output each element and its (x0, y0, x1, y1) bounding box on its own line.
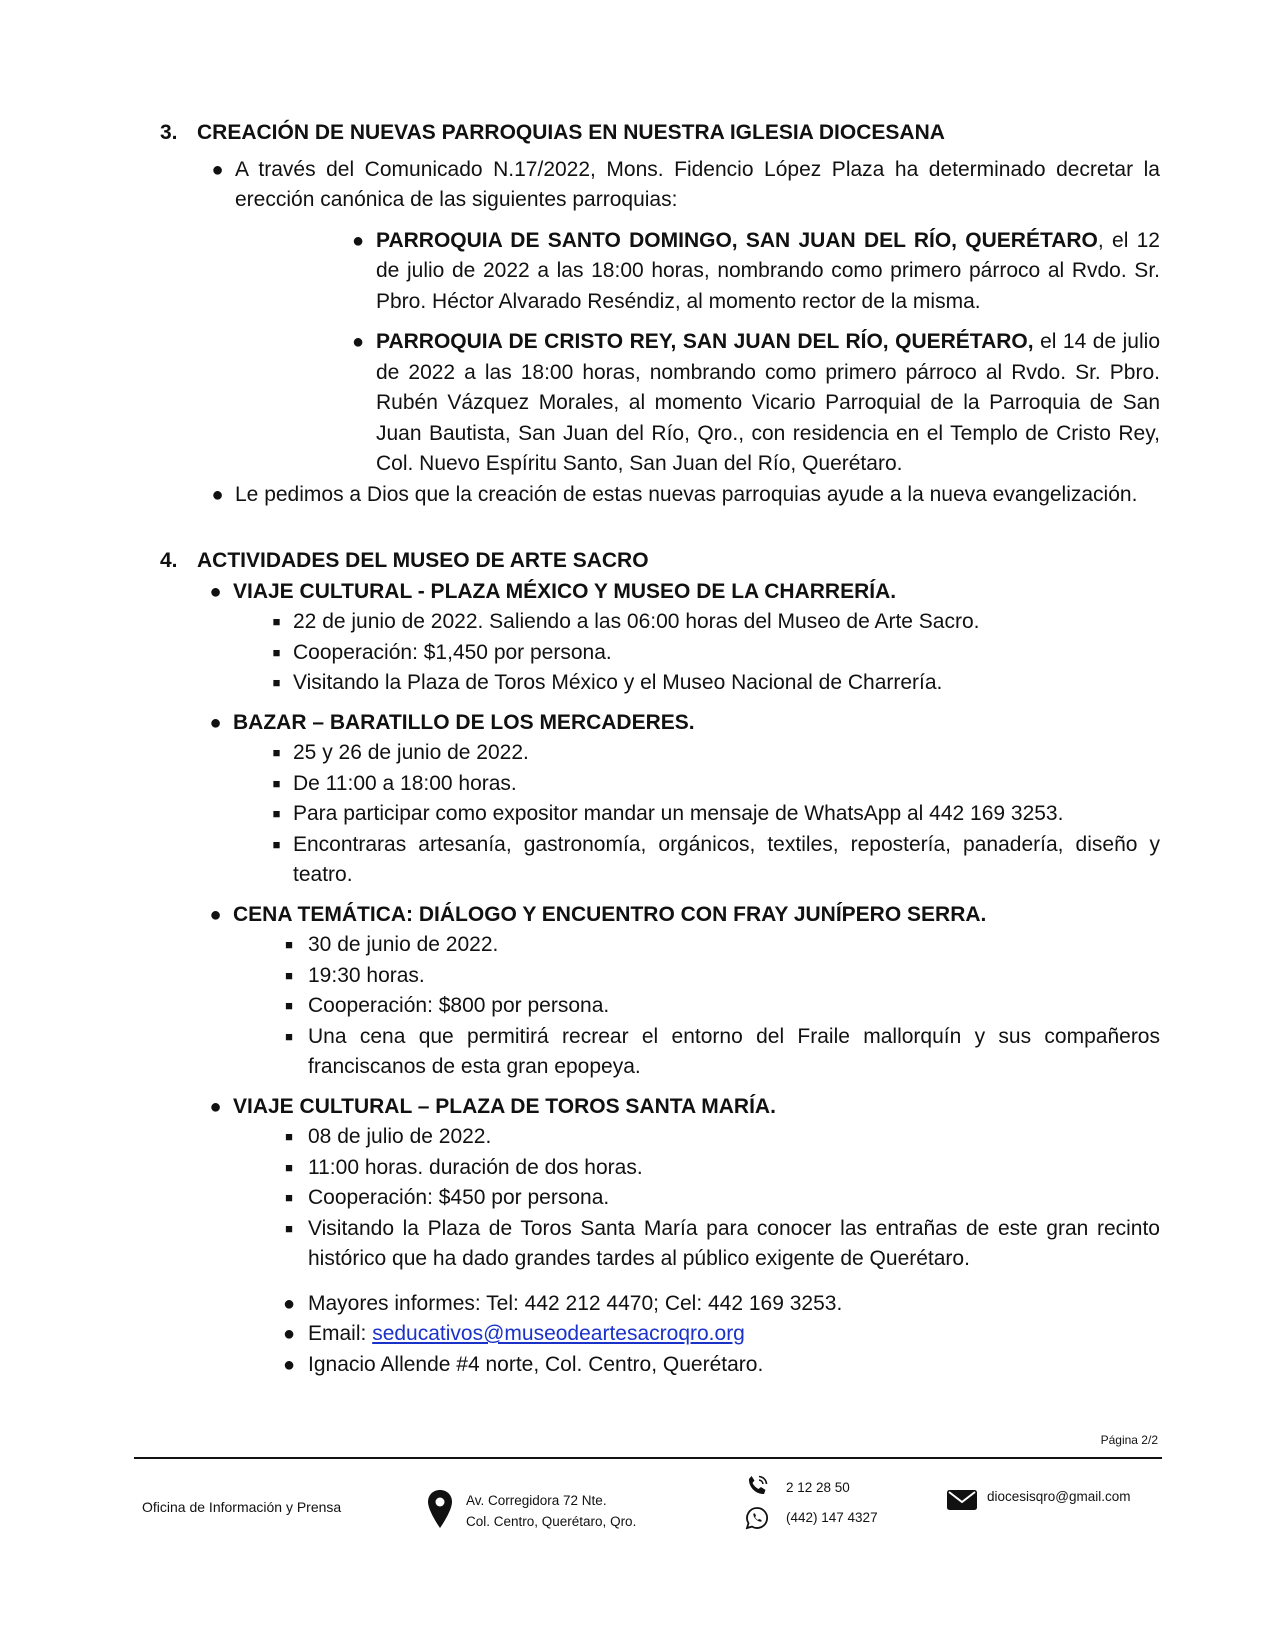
list-item: ■ Visitando la Plaza de Toros México y el Museo Nacional de Charrería. (293, 668, 1160, 699)
paragraph-text: Le pedimos a Dios que la creación de estas nuevas parroquias ayude a la nueva evangelización. (235, 482, 1138, 506)
square-bullet-icon: ■ (272, 775, 281, 791)
square-bullet-icon: ■ (272, 614, 281, 629)
list-item (211, 480, 1160, 511)
list-item: ■ 08 de julio de 2022. (308, 1122, 1160, 1153)
section-number: 3. (160, 121, 178, 144)
location-pin-icon (428, 1490, 452, 1528)
list-item: ■ Cooperación: $800 por persona. (308, 991, 1160, 1022)
list-item: ■ Cooperación: $1,450 por persona. (293, 638, 1160, 669)
bullet-dot-icon: ● (209, 580, 222, 603)
email-link[interactable]: seducativos@museodeartesacroqro.org (372, 1322, 745, 1345)
square-bullet-icon: ■ (285, 1159, 293, 1175)
square-bullet-icon: ■ (285, 937, 293, 952)
square-bullet-icon: ■ (285, 1129, 293, 1144)
parish-text: , el 12 de julio de 2022 a las 18:00 horas, nombrando como primero párroco al Rvdo. Sr. Pbro. Héctor Alvarado Reséndiz, al momento rector de la misma. (376, 228, 1160, 313)
list-item: ■ 11:00 horas. duración de dos horas. (308, 1153, 1160, 1184)
info-phones: ● Mayores informes: Tel: 442 212 4470; Cel: 442 169 3253. (308, 1289, 1160, 1320)
section-4-heading (160, 546, 1160, 577)
section-title: ACTIVIDADES DEL MUSEO DE ARTE SACRO (197, 549, 649, 572)
footer-email: diocesisqro@gmail.com (987, 1489, 1131, 1504)
envelope-icon (947, 1488, 977, 1512)
section-title: CREACIÓN DE NUEVAS PARROQUIAS EN NUESTRA IGLESIA DIOCESANA (197, 121, 945, 144)
square-bullet-icon: ■ (272, 745, 281, 760)
bullet-dot-icon: ● (351, 331, 365, 353)
square-bullet-icon: ■ (272, 836, 281, 852)
bullet-dot-icon: ● (351, 229, 365, 252)
parish-text: el 14 de julio de 2022 a las 18:00 horas, nombrando como primero párroco al Rvdo. Sr. Pbro. Rubén Vázquez Morales, al momento Vicario Parroquial de la Parroquia de San Juan Bautista, San Juan del Río, Qro., con residencia en el Templo de Cristo Rey, Col. Nuevo Espíritu Santo, San Juan del Río, Querétaro. (376, 330, 1160, 475)
list-item: ■ De 11:00 a 18:00 horas. (293, 769, 1160, 800)
list-item: ■ 30 de junio de 2022. (308, 930, 1160, 961)
footer-divider (134, 1457, 1162, 1459)
square-bullet-icon: ■ (272, 675, 281, 690)
activity-title: ● CENA TEMÁTICA: DIÁLOGO Y ENCUENTRO CON FRAY JUNÍPERO SERRA. (233, 900, 1160, 931)
parish-name: PARROQUIA DE SANTO DOMINGO, SAN JUAN DEL RÍO, QUERÉTARO (376, 228, 1098, 252)
square-bullet-icon: ■ (285, 1190, 293, 1205)
parish-entry (376, 226, 1160, 318)
footer-phone: 2 12 28 50 (786, 1480, 850, 1495)
document-body (160, 118, 1160, 1380)
list-item: ■ 25 y 26 de junio de 2022. (293, 738, 1160, 769)
activity-title: ● VIAJE CULTURAL - PLAZA MÉXICO Y MUSEO DE LA CHARRERÍA. (233, 577, 1160, 608)
footer-whatsapp: (442) 147 4327 (786, 1510, 878, 1525)
list-item: ■ 22 de junio de 2022. Saliendo a las 06:00 horas del Museo de Arte Sacro. (293, 607, 1160, 638)
footer (0, 1470, 1275, 1560)
list-item (351, 226, 1160, 318)
whatsapp-icon (745, 1506, 769, 1530)
activity-title: ● BAZAR – BARATILLO DE LOS MERCADERES. (233, 708, 1160, 739)
activity-title: ● VIAJE CULTURAL – PLAZA DE TOROS SANTA MARÍA. (233, 1092, 1160, 1123)
page-number: Página 2/2 (1100, 1433, 1158, 1447)
bullet-dot-icon: ● (282, 1353, 296, 1376)
square-bullet-icon: ■ (285, 967, 293, 983)
section-number: 4. (160, 549, 178, 572)
list-item: ■ Una cena que permitirá recrear el entorno del Fraile mallorquín y sus compañeros franciscanos de esta gran epopeya. (308, 1022, 1160, 1083)
bullet-dot-icon: ● (211, 158, 224, 181)
section-3-heading (160, 118, 1160, 149)
square-bullet-icon: ■ (285, 998, 293, 1013)
paragraph-text: A través del Comunicado N.17/2022, Mons. Fidencio López Plaza ha determinado decretar la erección canónica de las siguientes parroquias: (235, 157, 1160, 211)
bullet-dot-icon: ● (282, 1292, 296, 1315)
bullet-dot-icon: ● (209, 903, 222, 926)
bullet-dot-icon: ● (282, 1323, 296, 1345)
office-name: Oficina de Información y Prensa (142, 1499, 342, 1515)
list-item: ■ Para participar como expositor mandar un mensaje de WhatsApp al 442 169 3253. (293, 799, 1160, 830)
phone-icon (745, 1474, 769, 1498)
list-item (351, 327, 1160, 480)
info-address: ● Ignacio Allende #4 norte, Col. Centro, Querétaro. (308, 1350, 1160, 1381)
square-bullet-icon: ■ (272, 644, 281, 660)
square-bullet-icon: ■ (272, 806, 281, 821)
parish-name: PARROQUIA DE CRISTO REY, SAN JUAN DEL RÍO, QUERÉTARO, (376, 330, 1034, 353)
parish-entry (376, 327, 1160, 480)
footer-address: Av. Corregidora 72 Nte. Col. Centro, Querétaro, Qro. (466, 1493, 637, 1529)
bullet-dot-icon: ● (209, 1095, 222, 1118)
list-item: ■ Visitando la Plaza de Toros Santa María para conocer las entrañas de este gran recinto histórico que ha dado grandes tardes al público exigente de Querétaro. (308, 1214, 1160, 1275)
square-bullet-icon: ■ (285, 1028, 293, 1044)
list-item: ■ Cooperación: $450 por persona. (308, 1183, 1160, 1214)
list-item (211, 155, 1160, 216)
list-item: ■ Encontraras artesanía, gastronomía, orgánicos, textiles, repostería, panadería, diseño y teatro. (293, 830, 1160, 891)
bullet-dot-icon: ● (209, 711, 222, 734)
info-email: ● Email: seducativos@museodeartesacroqro.org (308, 1319, 1160, 1350)
square-bullet-icon: ■ (285, 1220, 293, 1236)
list-item: ■ 19:30 horas. (308, 961, 1160, 992)
bullet-dot-icon: ● (211, 483, 224, 506)
